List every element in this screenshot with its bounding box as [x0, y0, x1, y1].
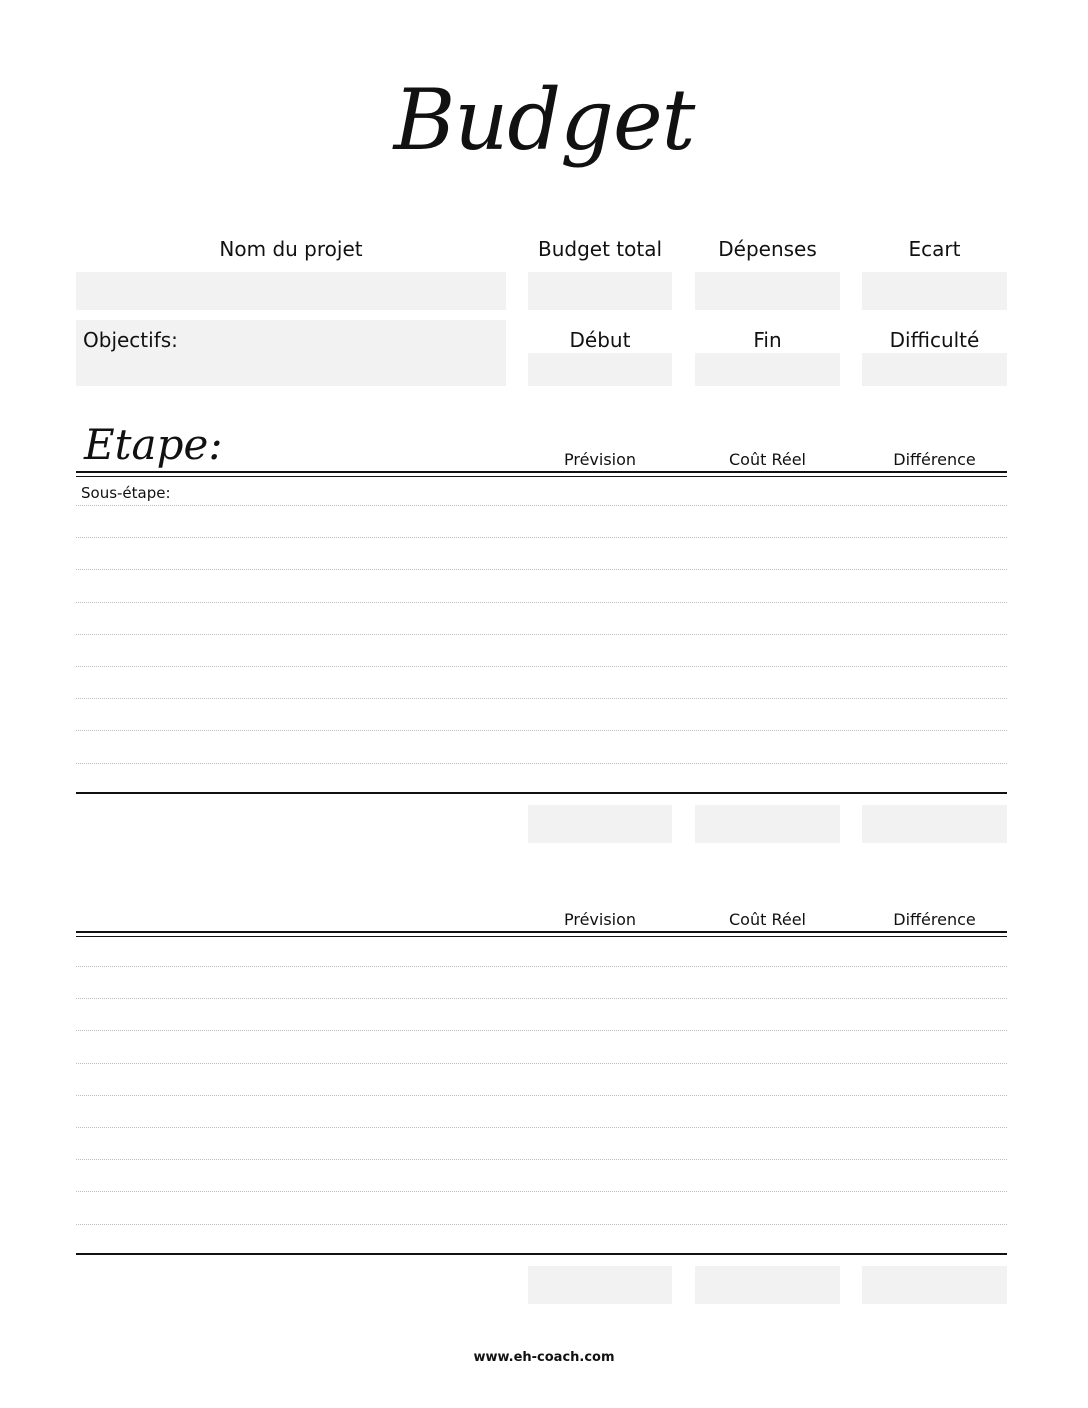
writing-line[interactable] [76, 1030, 1007, 1031]
substage-label: Sous-étape: [81, 484, 171, 502]
writing-line[interactable] [76, 602, 1007, 603]
actual-cost-total-field[interactable] [695, 1266, 840, 1304]
writing-line[interactable] [76, 569, 1007, 570]
start-field[interactable] [528, 353, 672, 386]
end-field[interactable] [695, 353, 840, 386]
writing-line[interactable] [76, 730, 1007, 731]
gap-field[interactable] [862, 272, 1007, 310]
writing-line[interactable] [76, 763, 1007, 764]
forecast-header: Prévision [563, 910, 637, 929]
writing-line[interactable] [76, 998, 1007, 999]
writing-line[interactable] [76, 1224, 1007, 1225]
difference-total-field[interactable] [862, 805, 1007, 843]
writing-line[interactable] [76, 1159, 1007, 1160]
difference-header: Différence [893, 910, 976, 929]
writing-line[interactable] [76, 505, 1007, 506]
stage-header-rule [76, 471, 1007, 473]
writing-line[interactable] [76, 537, 1007, 538]
forecast-total-field[interactable] [528, 1266, 672, 1304]
writing-line[interactable] [76, 966, 1007, 967]
difference-header: Différence [893, 450, 976, 469]
actual-cost-header: Coût Réel [729, 910, 806, 929]
difficulty-field[interactable] [862, 353, 1007, 386]
expenses-header: Dépenses [718, 237, 817, 261]
stage-footer-rule [76, 792, 1007, 794]
forecast-total-field[interactable] [528, 805, 672, 843]
stage-header-rule [76, 931, 1007, 933]
footer-website: www.eh-coach.com [473, 1350, 615, 1365]
forecast-header: Prévision [563, 450, 637, 469]
start-header: Début [569, 328, 631, 352]
writing-line[interactable] [76, 1191, 1007, 1192]
stage-header-rule-secondary [76, 936, 1007, 937]
project-name-header: Nom du projet [219, 237, 363, 261]
stage-footer-rule [76, 1253, 1007, 1255]
writing-line[interactable] [76, 1063, 1007, 1064]
end-header: Fin [753, 328, 782, 352]
writing-line[interactable] [76, 1095, 1007, 1096]
total-budget-header: Budget total [537, 237, 663, 261]
total-budget-field[interactable] [528, 272, 672, 310]
difficulty-header: Difficulté [889, 328, 980, 352]
writing-line[interactable] [76, 1127, 1007, 1128]
expenses-field[interactable] [695, 272, 840, 310]
page-title: Budget [393, 71, 695, 169]
writing-line[interactable] [76, 698, 1007, 699]
stage-title: Etape: [84, 420, 223, 469]
gap-header: Ecart [908, 237, 961, 261]
writing-line[interactable] [76, 634, 1007, 635]
actual-cost-header: Coût Réel [729, 450, 806, 469]
difference-total-field[interactable] [862, 1266, 1007, 1304]
writing-line[interactable] [76, 666, 1007, 667]
stage-header-rule-secondary [76, 476, 1007, 477]
objectives-label: Objectifs: [83, 328, 178, 352]
project-name-field[interactable] [76, 272, 506, 310]
actual-cost-total-field[interactable] [695, 805, 840, 843]
